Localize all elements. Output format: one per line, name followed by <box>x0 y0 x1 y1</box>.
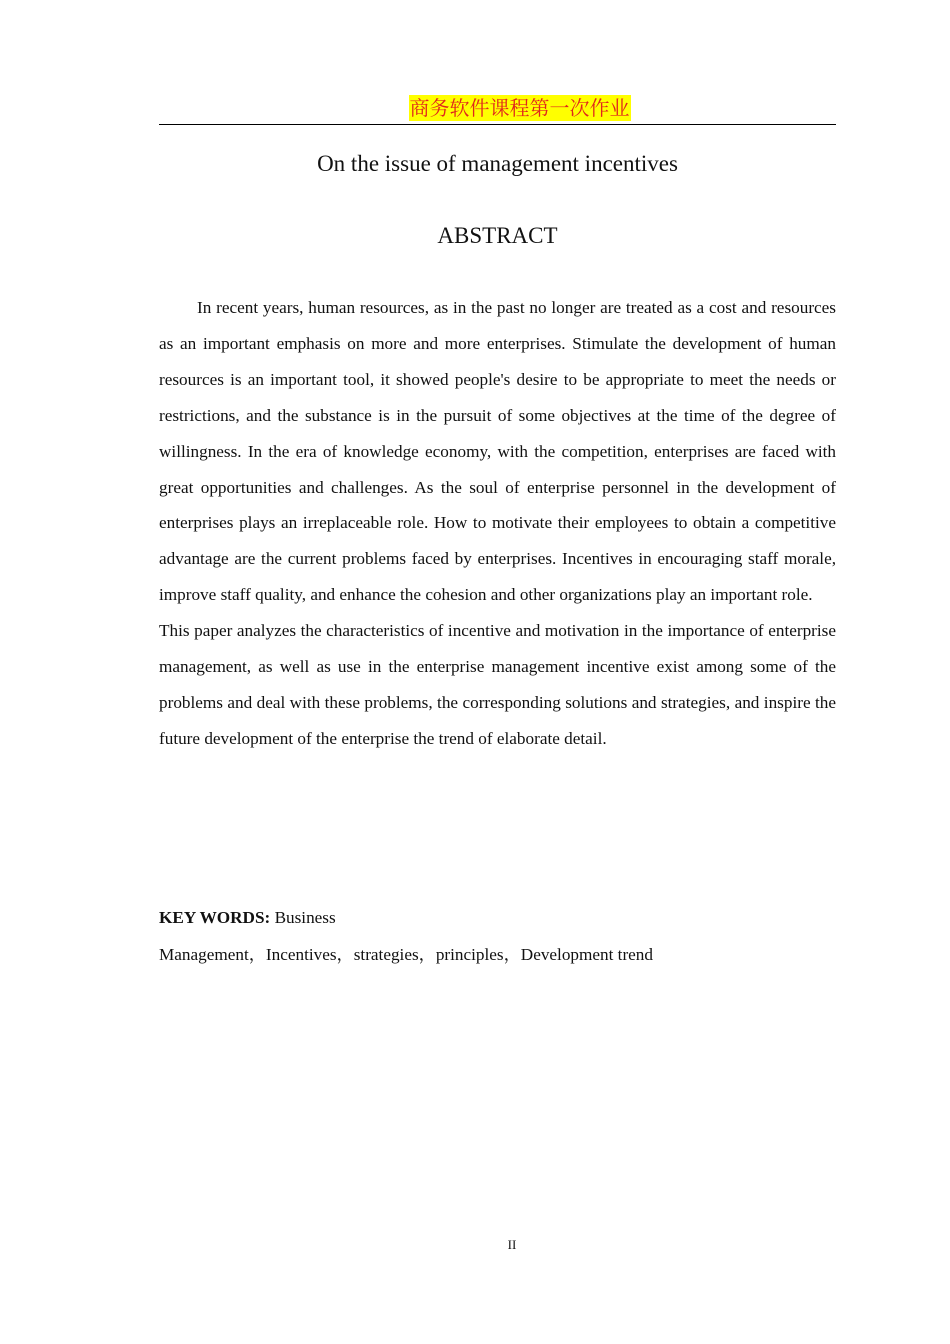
keywords-second-line: Management，Incentives，strategies，principles，Development trend <box>159 944 653 964</box>
abstract-paragraph-1: In recent years, human resources, as in the past no longer are treated as a cost and resources as an important emphasis on more and more enterprises. Stimulate the development of human resources is an important tool, it showed people's desire to be appropriate to meet the needs or restrictions, and the substance is in the pursuit of some objectives at the time of the degree of willingness. In the era of knowledge economy, with the competition, enterprises are faced with great opportunities and challenges. As the soul of enterprise personnel in the development of enterprises plays an irreplaceable role. How to motivate their employees to obtain a competitive advantage are the current problems faced by enterprises. Incentives in encouraging staff morale, improve staff quality, and enhance the cohesion and other organizations play an important role. <box>159 298 836 605</box>
document-title: On the issue of management incentives <box>317 151 678 176</box>
keywords-line-1 <box>159 900 836 937</box>
page-number: II <box>507 1237 517 1252</box>
keywords-section <box>159 900 836 973</box>
abstract-body <box>159 290 836 757</box>
abstract-paragraph-2: This paper analyzes the characteristics of incentive and motivation in the importance of enterprise management, as well as use in the enterprise management incentive exist among some of the problems and deal with these problems, the corresponding solutions and strategies, and inspire the future development of the enterprise the trend of elaborate detail. <box>159 621 836 748</box>
header-title: 商务软件课程第一次作业 <box>409 96 630 120</box>
keywords-first-line: Business <box>270 908 336 927</box>
page-header <box>159 94 836 125</box>
keywords-label: KEY WORDS: <box>159 908 271 927</box>
abstract-heading: ABSTRACT <box>437 223 558 248</box>
